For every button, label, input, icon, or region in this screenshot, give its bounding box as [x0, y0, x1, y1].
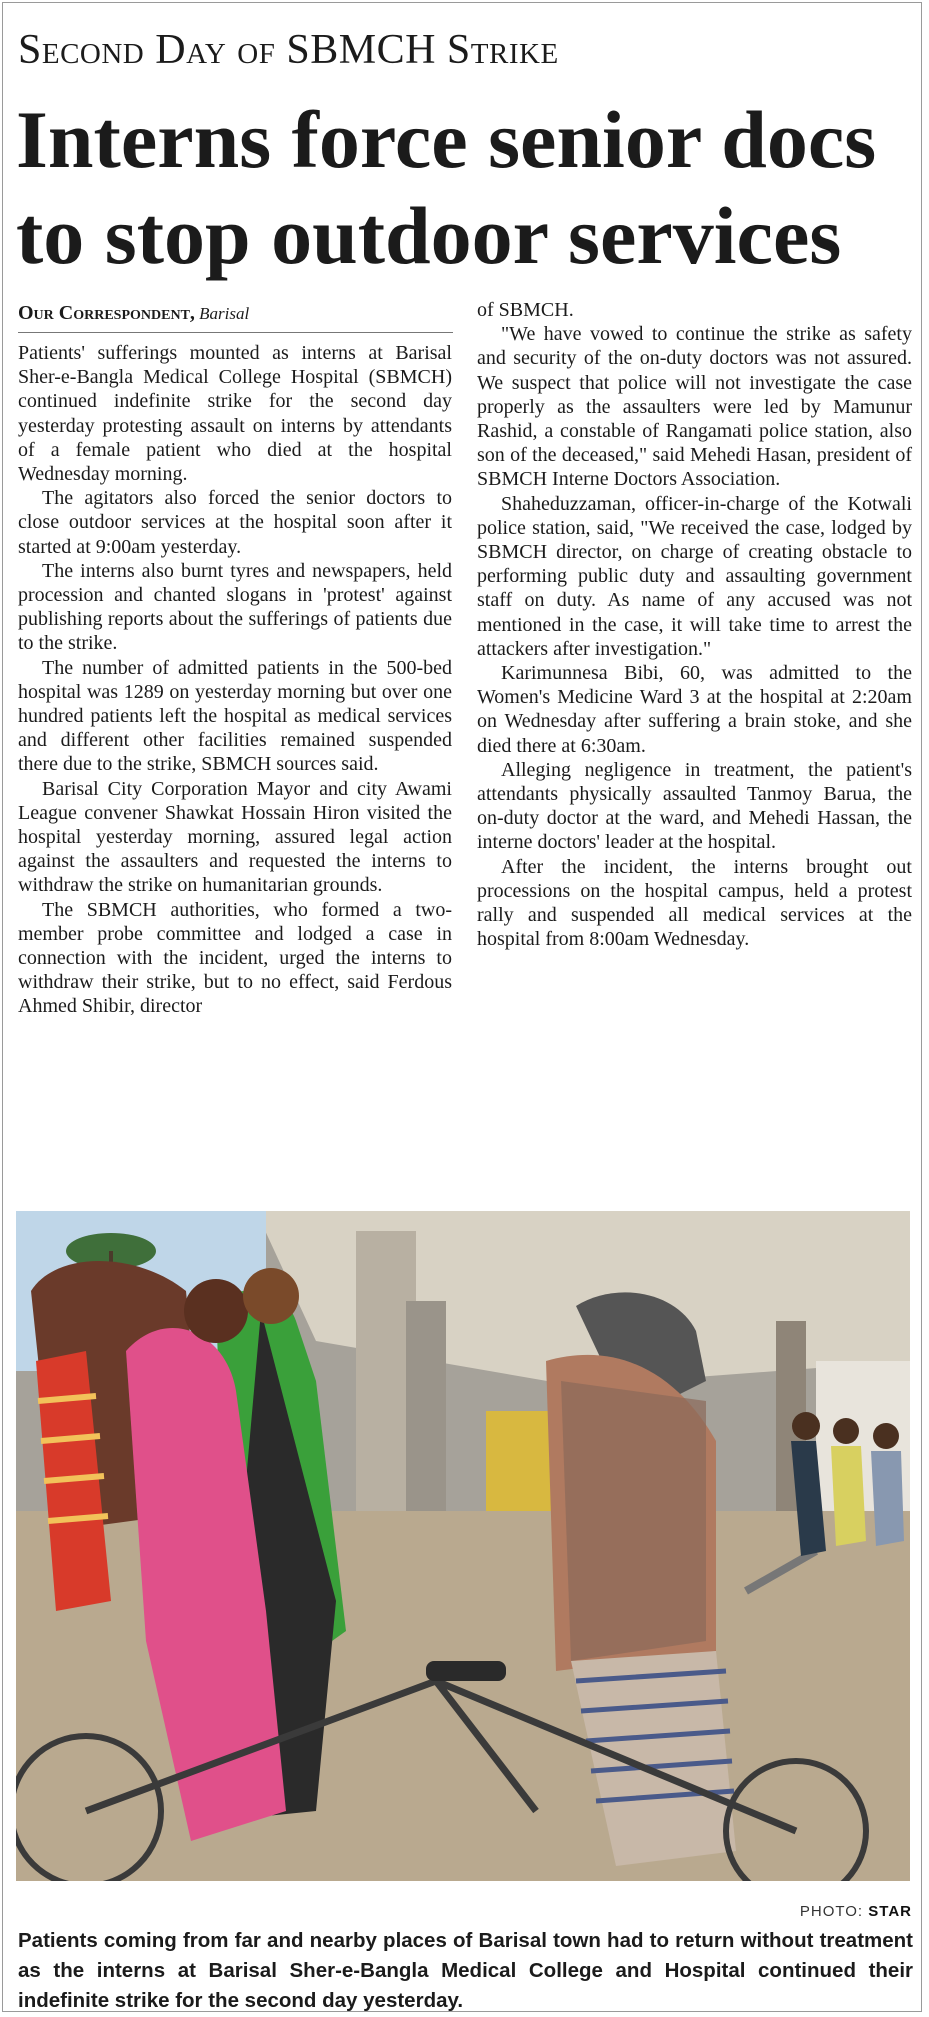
photo-caption: Patients coming from far and nearby places of Barisal town had to return without treatment as the interns at Barisal Sher-e-Bangla Medical College and Hospital continued their indefinite strike for the second day yesterday. [18, 1929, 913, 2012]
paragraph: The number of admitted patients in the 500-bed hospital was 1289 on yesterday morning but over one hundred patients left the hospital as medical services and different other facilities remained suspended there due to the strike, SBMCH sources said. [18, 656, 452, 776]
article-column-1 [18, 341, 452, 1019]
paragraph: of SBMCH. [477, 299, 574, 321]
paragraph: The agitators also forced the senior doctors to close outdoor services at the hospital soon after it started at 9:00am yesterday. [18, 487, 452, 558]
byline-name: Our Correspondent, [18, 302, 195, 324]
paragraph: The SBMCH authorities, who formed a two-member probe committee and lodged a case in connection with the incident, urged the interns to withdraw their strike, but to no effect, said Ferdous Ahmed Shibir, director [18, 898, 452, 1018]
paragraph: Alleging negligence in treatment, the patient's attendants physically assaulted Tanmoy Barua, the on-duty doctor at the ward, and Mehedi Hassan, the interne doctors' leader at the hospital. [477, 758, 912, 854]
paragraph: Karimunnesa Bibi, 60, was admitted to the Women's Medicine Ward 3 at the hospital at 2:20am on Wednesday after suffering a brain stoke, and she died there at 6:30am. [477, 662, 912, 757]
byline [18, 302, 458, 325]
byline-place: Barisal [199, 304, 250, 323]
paragraph: "We have vowed to continue the strike as safety and security of the on-duty doctors was not assured. We suspect that police will not investigate the case properly as the assaulters were led by Mamunur Rashid, a constable of Rangamati police station, also son of the deceased," said Mehedi Hasan, president of SBMCH Interne Doctors Association. [477, 323, 912, 491]
byline-rule [18, 332, 453, 333]
headline-line-1: Interns force senior docs [16, 94, 877, 185]
paragraph: Patients' sufferings mounted as interns at Barisal Sher-e-Bangla Medical College Hospital (SBMCH) continued indefinite strike for the second day yesterday protesting assault on interns by attendants of a female patient who died at the hospital Wednesday morning. [18, 342, 452, 486]
photo-credit [600, 1903, 912, 1920]
article-kicker: Second Day of SBMCH Strike [18, 27, 559, 73]
news-photo [16, 1211, 910, 1881]
paragraph: After the incident, the interns brought out processions on the hospital campus, held a protest rally and suspended all medical services at the hospital from 8:00am Wednesday. [477, 855, 912, 951]
paragraph: Barisal City Corporation Mayor and city Awami League convener Shawkat Hossain Hiron visited the hospital yesterday morning, assured legal action against the assaulters and requested the interns to withdraw the strike on humanitarian grounds. [18, 777, 452, 897]
article-headline [16, 92, 916, 284]
rickshaw-scene-illustration [16, 1211, 910, 1881]
paragraph: The interns also burnt tyres and newspapers, held procession and chanted slogans in 'protest' against publishing reports about the sufferings of patients due to the strike. [18, 559, 452, 655]
photo-credit-source: STAR [868, 1903, 912, 1920]
photo-credit-label: PHOTO: [799, 1903, 864, 1920]
paragraph: Shaheduzzaman, officer-in-charge of the Kotwali police station, said, "We received the case, lodged by SBMCH director, on charge of creating obstacle to performing public duty and assaulting government staff on duty. As name of any accused was not mentioned in the case, it will take time to arrest the attackers after investigation." [477, 492, 912, 660]
headline-line-2: to stop outdoor services [16, 190, 842, 281]
article-column-2 [477, 298, 912, 951]
